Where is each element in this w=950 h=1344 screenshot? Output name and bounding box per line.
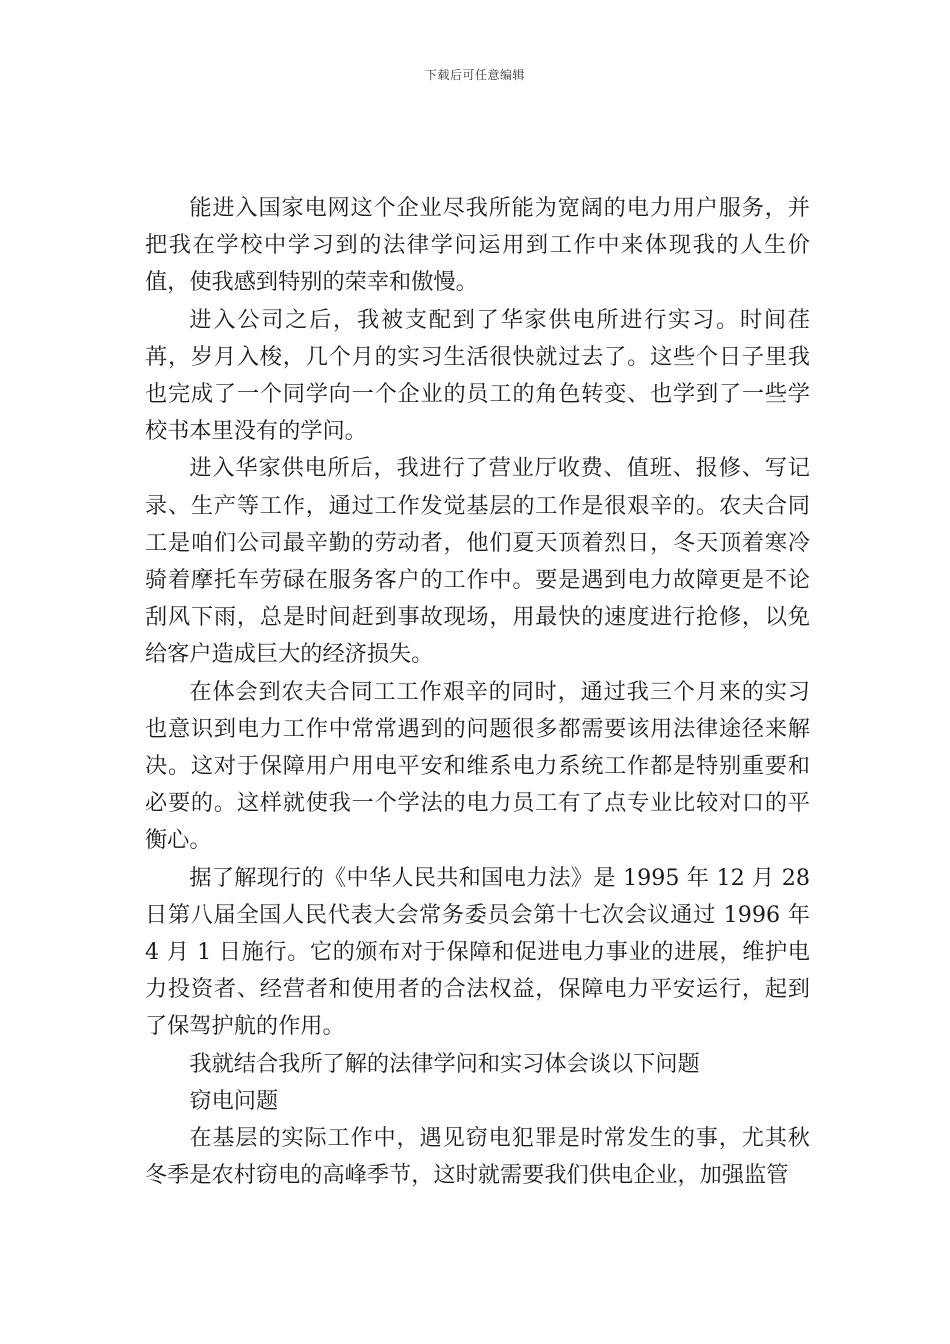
paragraph: 进入公司之后，我被支配到了华家供电所进行实习。时间荏苒，岁月入梭，几个月的实习生活很快就过去了。这些个日子里我也完成了一个同学向一个企业的员工的角色转变、也学到了一些学校书本里没有的学问。 bbox=[145, 306, 810, 445]
section-heading: 窃电问题 bbox=[189, 1087, 279, 1114]
document-body bbox=[145, 190, 810, 1194]
paragraph: 进入华家供电所后，我进行了营业厅收费、值班、报修、写记录、生产等工作，通过工作发觉基层的工作是很艰辛的。农夫合同工是咱们公司最辛勤的劳动者，他们夏天顶着烈日，冬天顶着寒冷骑着摩托车劳碌在服务客户的工作中。要是遇到电力故障更是不论刮风下雨，总是时间赶到事故现场，用最快的速度进行抢修，以免给客户造成巨大的经济损失。 bbox=[145, 455, 810, 668]
paragraph: 在基层的实际工作中，遇见窃电犯罪是时常发生的事，尤其秋冬季是农村窃电的高峰季节，这时就需要我们供电企业，加强监管 bbox=[145, 1125, 810, 1189]
paragraph: 能进入国家电网这个企业尽我所能为宽阔的电力用户服务，并把我在学校中学习到的法律学问运用到工作中来体现我的人生价值，使我感到特别的荣幸和傲慢。 bbox=[145, 195, 810, 296]
paragraph: 我就结合我所了解的法律学问和实习体会谈以下问题 bbox=[189, 1050, 700, 1077]
paragraph: 据了解现行的《中华人民共和国电力法》是 1995 年 12 月 28 日第八届全国人民代表大会常务委员会第十七次会议通过 1996 年 4 月 1 日施行。它的颁布对于保障和促进电力事业的进展，维护电力投资者、经营者和使用者的合法权益，保障电力平安运行，起到了保驾护航的作用。 bbox=[145, 864, 810, 1040]
page-header: 下载后可任意编辑 bbox=[424, 68, 525, 82]
paragraph: 在体会到农夫合同工工作艰辛的同时，通过我三个月来的实习也意识到电力工作中常常遇到的问题很多都需要该用法律途径来解决。这对于保障用户用电平安和维系电力系统工作都是特别重要和必要的。这样就使我一个学法的电力员工有了点专业比较对口的平衡心。 bbox=[145, 678, 810, 854]
